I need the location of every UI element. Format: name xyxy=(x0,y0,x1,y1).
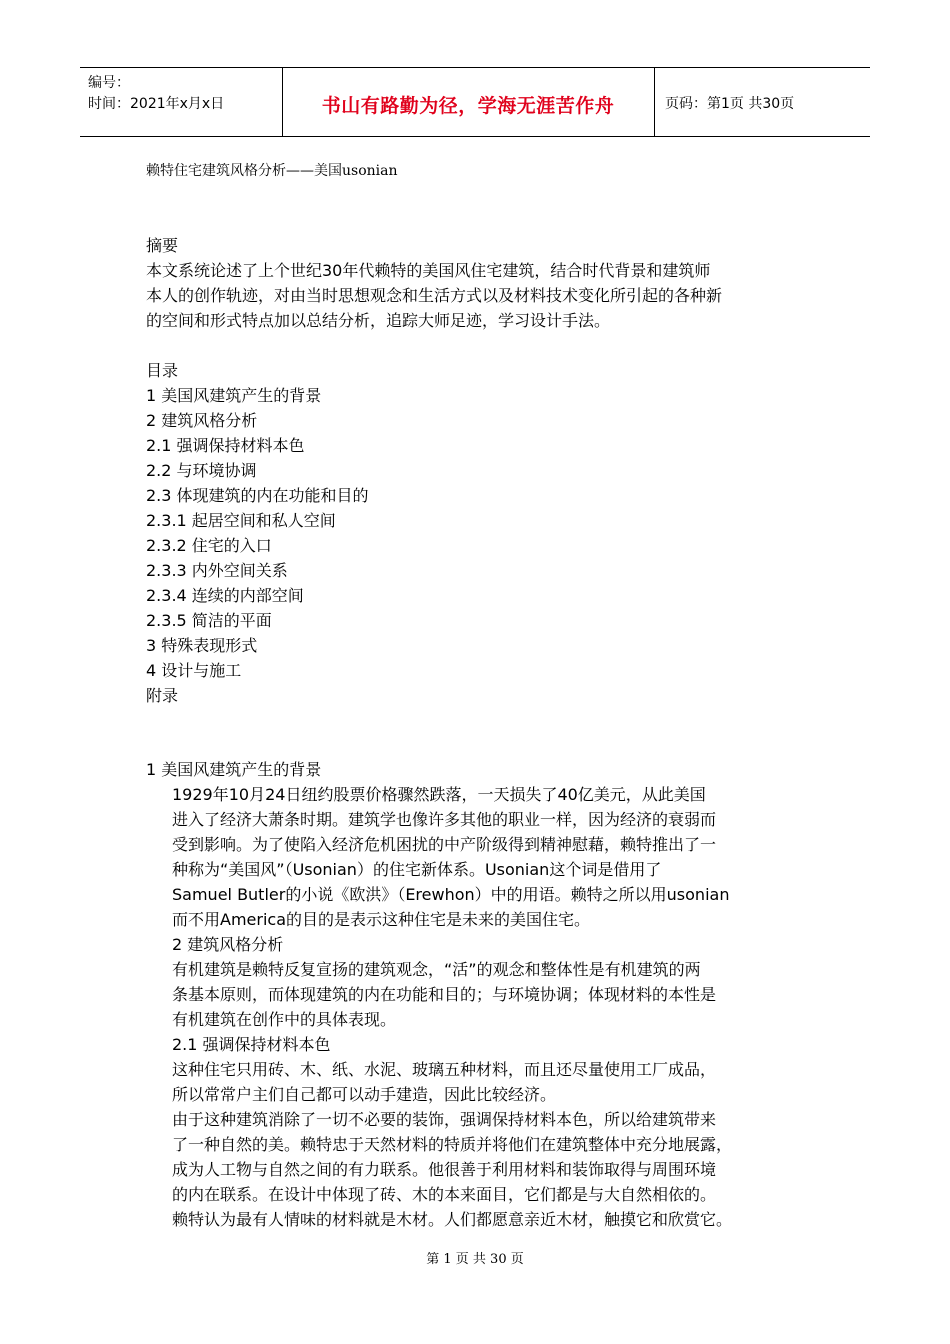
abstract-line: 本文系统论述了上个世纪30年代赖特的美国风住宅建筑，结合时代背景和建筑师 xyxy=(146,261,711,280)
header-right-cell xyxy=(655,68,870,136)
number-label: 编号： xyxy=(88,75,130,91)
abstract-line: 的空间和形式特点加以总结分析，追踪大师足迹，学习设计手法。 xyxy=(146,311,611,330)
toc-item: 4 设计与施工 xyxy=(146,661,242,680)
paragraph-line: 进入了经济大萧条时期。建筑学也像许多其他的职业一样，因为经济的衰弱而 xyxy=(172,810,717,829)
abstract-heading: 摘要 xyxy=(146,236,179,255)
toc-heading: 目录 xyxy=(146,361,179,380)
toc-item: 2.3 体现建筑的内在功能和目的 xyxy=(146,486,369,505)
toc-item: 3 特殊表现形式 xyxy=(146,636,258,655)
toc-item: 1 美国风建筑产生的背景 xyxy=(146,386,322,405)
toc-item: 附录 xyxy=(146,686,179,705)
header-center-cell xyxy=(282,68,655,136)
document-title: 赖特住宅建筑风格分析——美国usonian xyxy=(146,163,398,179)
section1-heading: 1 美国风建筑产生的背景 xyxy=(146,760,322,779)
toc-item: 2.3.2 住宅的入口 xyxy=(146,536,272,555)
section21-heading: 2.1 强调保持材料本色 xyxy=(172,1035,331,1054)
paragraph-line: 赖特认为最有人情味的材料就是木材。人们都愿意亲近木材，触摸它和欣赏它。 xyxy=(172,1210,733,1229)
table-of-contents xyxy=(146,358,812,708)
paragraph-line: 有机建筑是赖特反复宣扬的建筑观念，“活”的观念和整体性是有机建筑的两 xyxy=(172,960,701,979)
toc-item: 2.3.4 连续的内部空间 xyxy=(146,586,304,605)
section1-text xyxy=(172,782,808,1232)
toc-item: 2.3.1 起居空间和私人空间 xyxy=(146,511,336,530)
page-label: 页码：第1页 共30页 xyxy=(665,96,795,112)
paragraph-line: 而不用America的目的是表示这种住宅是未来的美国住宅。 xyxy=(172,910,591,929)
paragraph-line: 所以常常户主们自己都可以动手建造，因此比较经济。 xyxy=(172,1085,557,1104)
header-left-cell xyxy=(80,68,283,136)
toc-item: 2 建筑风格分析 xyxy=(146,411,258,430)
section2-heading: 2 建筑风格分析 xyxy=(172,935,284,954)
toc-item: 2.1 强调保持材料本色 xyxy=(146,436,305,455)
toc-item: 2.2 与环境协调 xyxy=(146,461,257,480)
paragraph-line: 由于这种建筑消除了一切不必要的装饰，强调保持材料本色，所以给建筑带来 xyxy=(172,1110,717,1129)
paragraph-line: 这种住宅只用砖、木、纸、水泥、玻璃五种材料，而且还尽量使用工厂成品， xyxy=(172,1060,717,1079)
page-footer: 第 1 页 共 30 页 xyxy=(426,1252,524,1267)
time-label: 时间：2021年x月x日 xyxy=(88,96,225,112)
paragraph-line: 的内在联系。在设计中体现了砖、木的本来面目，它们都是与大自然相依的。 xyxy=(172,1185,717,1204)
header-table xyxy=(80,67,870,137)
paragraph-line: 种称为“美国风”（Usonian）的住宅新体系。Usonian这个词是借用了 xyxy=(172,860,662,879)
toc-item: 2.3.5 简洁的平面 xyxy=(146,611,272,630)
paragraph-line: 成为人工物与自然之间的有力联系。他很善于利用材料和装饰取得与周围环境 xyxy=(172,1160,717,1179)
paragraph-line: Samuel Butler的小说《欧洪》（Erewhon）中的用语。赖特之所以用usonian xyxy=(172,885,730,904)
paragraph-line: 有机建筑在创作中的具体表现。 xyxy=(172,1010,397,1029)
paragraph-line: 1929年10月24日纽约股票价格骤然跌落，一天损失了40亿美元，从此美国 xyxy=(172,785,706,804)
toc-item: 2.3.3 内外空间关系 xyxy=(146,561,288,580)
abstract-text xyxy=(146,258,812,333)
paragraph-line: 条基本原则，而体现建筑的内在功能和目的；与环境协调；体现材料的本性是 xyxy=(172,985,717,1004)
abstract-line: 本人的创作轨迹，对由当时思想观念和生活方式以及材料技术变化所引起的各种新 xyxy=(146,286,723,305)
paragraph-line: 了一种自然的美。赖特忠于天然材料的特质并将他们在建筑整体中充分地展露， xyxy=(172,1135,733,1154)
paragraph-line: 受到影响。为了使陷入经济危机困扰的中产阶级得到精神慰藉，赖特推出了一 xyxy=(172,835,717,854)
motto: 书山有路勤为径，学海无涯苦作舟 xyxy=(321,95,615,117)
